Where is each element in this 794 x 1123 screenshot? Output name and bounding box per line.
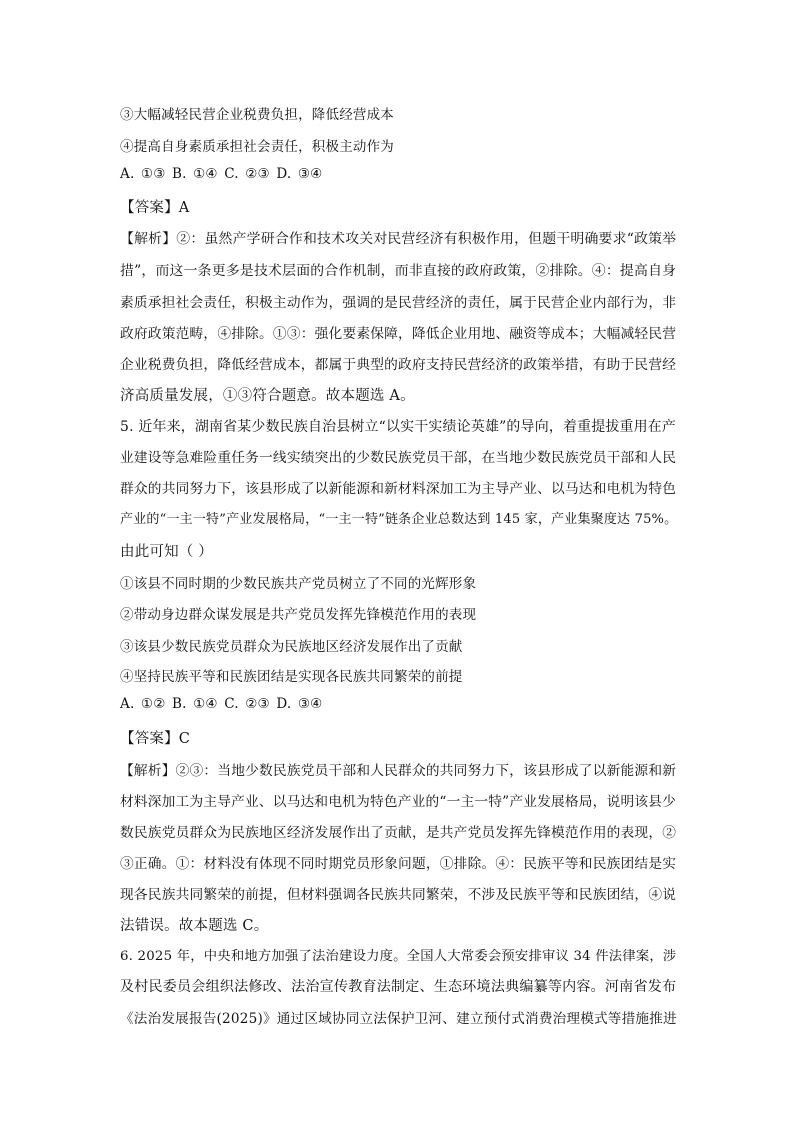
q4-answer: 【答案】A xyxy=(120,200,190,216)
q5-analysis-line: 材料深加工为主导产业、以马达和电机为特色产业的“一主一特”产业发展格局，说明该县少 xyxy=(120,794,677,810)
q5-stem-line: 5. 近年来，湖南省某少数民族自治县树立“以实干实绩论英雄”的导向，着重提拔重用在产 xyxy=(120,419,677,435)
q4-analysis-line: 【解析】②：虽然产学研合作和技术攻关对民营经济有积极作用，但题干明确要求“政策举 xyxy=(120,231,677,247)
q4-analysis-line: 措”，而这一条更多是技术层面的合作机制，而非直接的政府政策，②排除。④：提高自身 xyxy=(120,263,677,279)
q6-stem-line: 《法治发展报告(2025)》通过区域协同立法保护卫河、建立预付式消费治理模式等措施推进 xyxy=(120,1011,677,1027)
q5-analysis-line: 法错误。故本题选 C。 xyxy=(120,918,269,934)
q4-analysis-line: 素质承担社会责任，积极主动作为，强调的是民营经济的责任，属于民营企业内部行为，非 xyxy=(120,295,677,311)
q5-analysis-line: 数民族党员群众为民族地区经济发展作出了贡献，是共产党员发挥先锋模范作用的表现，② xyxy=(120,825,677,841)
q6-stem-line: 6. 2025 年，中央和地方加强了法治建设力度。全国人大常委会预安排审议 34 件法律案，涉 xyxy=(120,949,677,964)
q4-analysis-line: 济高质量发展，①③符合题意。故本题选 A。 xyxy=(120,388,415,404)
q4-choices: A. ①③ B. ①④ C. ②③ D. ③④ xyxy=(120,166,323,182)
q5-analysis-line: 【解析】②③：当地少数民族党员干部和人民群众的共同努力下，该县形成了以新能源和新 xyxy=(120,763,677,779)
q5-option-1: ①该县不同时期的少数民族共产党员树立了不同的光辉形象 xyxy=(120,576,477,592)
q5-analysis-line: ③正确。①：材料没有体现不同时期党员形象问题，①排除。④：民族平等和民族团结是实 xyxy=(120,856,677,872)
q5-option-3: ③该县少数民族党员群众为民族地区经济发展作出了贡献 xyxy=(120,639,463,655)
q4-option-4: ④提高自身素质承担社会责任，积极主动作为 xyxy=(120,139,394,155)
q4-option-3: ③大幅减轻民营企业税费负担，降低经营成本 xyxy=(120,107,394,123)
q6-stem-line: 及村民委员会组织法修改、法治宣传教育法制定、生态环境法典编纂等内容。河南省发布 xyxy=(120,979,677,995)
q4-analysis-line: 政府政策范畴，④排除。①③：强化要素保障，降低企业用地、融资等成本；大幅减轻民营 xyxy=(120,326,677,342)
q5-option-4: ④坚持民族平等和民族团结是实现各民族共同繁荣的前提 xyxy=(120,669,463,685)
q5-stem-line: 产业的“一主一特”产业发展格局，“一主一特”链条企业总数达到 145 家，产业集聚度达 75%。 xyxy=(120,512,678,527)
q5-answer: 【答案】C xyxy=(120,731,191,747)
q5-option-2: ②带动身边群众谋发展是共产党员发挥先锋模范作用的表现 xyxy=(120,607,477,623)
q5-choices: A. ①② B. ①④ C. ②③ D. ③④ xyxy=(120,696,323,712)
q4-analysis-line: 企业税费负担，降低经营成本，都属于典型的政府支持民营经济的政策举措，有助于民营经 xyxy=(120,357,677,373)
q5-stem-line: 群众的共同努力下，该县形成了以新能源和新材料深加工为主导产业、以马达和电机为特色 xyxy=(120,481,677,497)
q5-stem-line: 业建设等急难险重任务一线实绩突出的少数民族党员干部，在当地少数民族党员干部和人民 xyxy=(120,450,677,466)
q5-analysis-line: 现各民族共同繁荣的前提，但材料强调各民族共同繁荣，不涉及民族平等和民族团结，④说 xyxy=(120,887,677,903)
q5-stem-line: 由此可知（ ） xyxy=(120,544,214,560)
